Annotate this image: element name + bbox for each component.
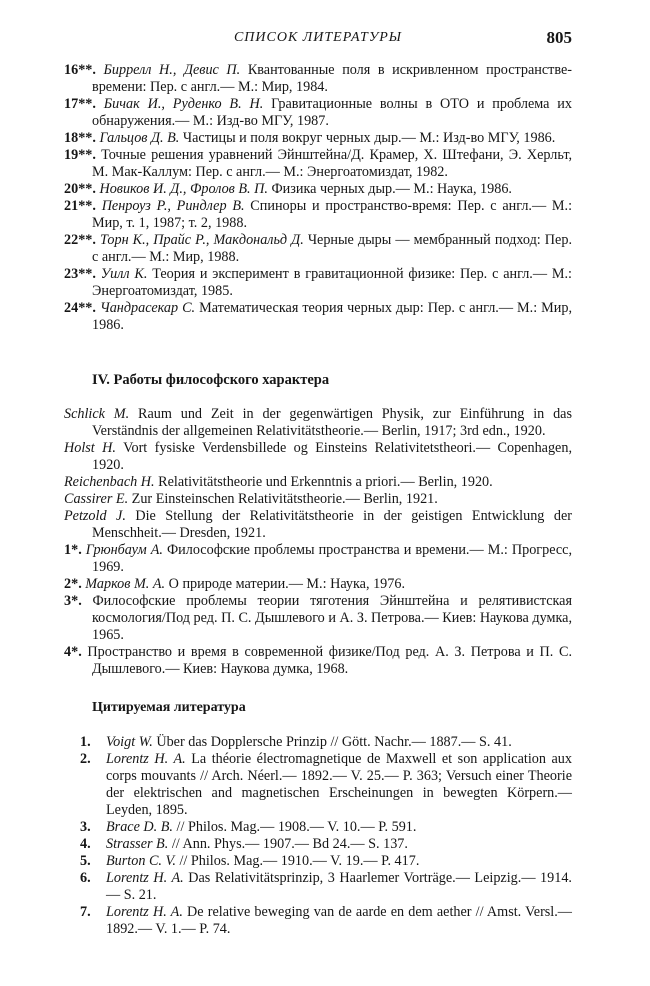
reference-author: Reichenbach H. (64, 474, 155, 490)
reference-author: Гальцов Д. В. (99, 130, 180, 146)
reference-entry (64, 198, 572, 232)
reference-entry (64, 406, 572, 440)
reference-number: 18**. (64, 130, 96, 146)
reference-entry (64, 96, 572, 130)
reference-number: 20**. (64, 181, 96, 197)
reference-number: 24**. (64, 300, 96, 316)
reference-entry (64, 147, 572, 181)
reference-author: Schlick M. (64, 406, 130, 422)
reference-author: Грюнбаум А. (85, 542, 163, 558)
reference-text: // Ann. Phys.— 1907.— Bd 24.— S. 137. (168, 836, 408, 852)
reference-author: Brace D. B. (106, 819, 173, 835)
reference-text: Черные дыры — мембранный подход: Пер. с англ.— М.: Мир, 1988. (92, 232, 572, 265)
reference-list-philosophy (64, 406, 572, 678)
reference-number: 5. (80, 853, 91, 869)
reference-entry (64, 62, 572, 96)
reference-entry (64, 904, 572, 938)
reference-list-cited (64, 734, 572, 938)
reference-entry (64, 576, 572, 593)
section-heading-philosophy: IV. Работы философского характера (92, 372, 330, 388)
reference-author: Voigt W. (106, 734, 153, 750)
reference-author: Уилл К. (100, 266, 148, 282)
reference-text: De relative beweging van de aarde en dem aether // Amst. Versl.— 1892.— V. 1.— P. 74. (106, 904, 572, 937)
reference-text: Die Stellung der Relativitätstheorie in der geistigen Entwicklung der Menschheit.— Dresden, 1921. (92, 508, 572, 541)
reference-text: Частицы и поля вокруг черных дыр.— М.: Изд-во МГУ, 1986. (179, 130, 556, 146)
reference-entry (64, 853, 572, 870)
reference-author: Holst H. (64, 440, 116, 456)
reference-entry (64, 491, 572, 508)
reference-author: Чандрасекар С. (99, 300, 196, 316)
reference-entry (64, 644, 572, 678)
reference-text: Математическая теория черных дыр: Пер. с англ.— М.: Мир, 1986. (92, 300, 572, 333)
reference-text: Гравитационные волны в ОТО и проблема их обнаружения.— М.: Изд-во МГУ, 1987. (92, 96, 572, 129)
reference-entry (64, 836, 572, 853)
reference-number: 6. (80, 870, 91, 886)
reference-text: Raum und Zeit in der gegenwärtigen Physik, zur Einführung in das Verständnis der allgemeinen Relativitätstheorie.— Berlin, 1917; 3rd edn., 1920. (92, 406, 572, 439)
reference-text: Relativitätstheorie und Erkenntnis a priori.— Berlin, 1920. (154, 474, 493, 490)
reference-entry (64, 181, 572, 198)
reference-text: Физика черных дыр.— М.: Наука, 1986. (267, 181, 512, 197)
reference-text: Философские проблемы теории тяготения Эйнштейна и релятивистская космология/Под ред. П. С. Дышлевого и А. З. Петрова.— Киев: Наукова думка, 1965. (81, 593, 572, 643)
reference-author: Strasser B. (106, 836, 169, 852)
reference-author: Бичак И., Руденко В. Н. (103, 96, 264, 112)
running-head (64, 30, 572, 50)
reference-entry (64, 734, 572, 751)
reference-text: Точные решения уравнений Эйнштейна/Д. Крамер, X. Штефани, Э. Херльт, М. Мак-Каллум: Пер. с англ.— М.: Энергоатомиздат, 1982. (92, 147, 572, 180)
reference-entry (64, 593, 572, 644)
reference-number: 2. (80, 751, 91, 767)
reference-entry (64, 130, 572, 147)
reference-author: Lorentz H. A. (106, 751, 186, 767)
reference-author: Petzold J. (64, 508, 126, 524)
reference-author: Биррелл Н., Девис П. (103, 62, 241, 78)
reference-number: 19**. (64, 147, 96, 163)
reference-text: La théorie électromagnetique de Maxwell et son application aux corps mouvants // Arch. Néerl.— 1892.— V. 25.— P. 363; Versuch einer Theorie der elektrischen and magnetischen Erscheinungen in bewegten Körpern.— Leyden, 1895. (106, 751, 572, 818)
reference-number: 21**. (64, 198, 96, 214)
reference-text: Спиноры и пространство-время: Пер. с англ.— М.: Мир, т. 1, 1987; т. 2, 1988. (92, 198, 573, 231)
reference-author: Новиков И. Д., Фролов В. П. (99, 181, 268, 197)
page-number: 805 (546, 28, 572, 47)
reference-number: 2*. (64, 576, 82, 592)
reference-text: // Philos. Mag.— 1908.— V. 10.— P. 591. (172, 819, 417, 835)
reference-entry (64, 232, 572, 266)
section-heading-cited: Цитируемая литература (92, 700, 246, 715)
reference-author: Lorentz H. A. (106, 870, 184, 886)
reference-number: 17**. (64, 96, 96, 112)
reference-author: Торн К., Прайс Р., Макдональд Д. (100, 232, 304, 248)
reference-text: Zur Einsteinschen Relativitätstheorie.— Berlin, 1921. (128, 491, 438, 507)
reference-entry (64, 440, 572, 474)
reference-entry (64, 542, 572, 576)
reference-number: 1*. (64, 542, 82, 558)
reference-author: Пенроуз Р., Риндлер В. (101, 198, 245, 214)
reference-entry (64, 300, 572, 334)
reference-number: 1. (80, 734, 91, 750)
reference-number: 3*. (64, 593, 82, 609)
reference-entry (64, 751, 572, 819)
reference-number: 22**. (64, 232, 96, 248)
reference-text: Пространство и время в современной физике/Под ред. А. З. Петрова и П. С. Дышлевого.— Киев: Наукова думка, 1968. (81, 644, 572, 677)
reference-entry (64, 474, 572, 491)
reference-text: Vort fysiske Verdensbillede og Einsteins Relativitetstheori.— Copenhagen, 1920. (92, 440, 572, 473)
reference-entry (64, 819, 572, 836)
reference-author: Cassirer E. (64, 491, 129, 507)
reference-number: 4. (80, 836, 91, 852)
reference-author: Марков М. А. (85, 576, 166, 592)
reference-text: Das Relativitätsprinzip, 3 Haarlemer Vorträge.— Leipzig.— 1914.— S. 21. (106, 870, 572, 903)
reference-number: 7. (80, 904, 91, 920)
reference-text: Квантованные поля в искривленном пространстве-времени: Пер. с англ.— М.: Мир, 1984. (92, 62, 572, 95)
reference-entry (64, 870, 572, 904)
reference-number: 3. (80, 819, 91, 835)
reference-text: Über das Dopplersche Prinzip // Gött. Nachr.— 1887.— S. 41. (152, 734, 512, 750)
running-head-title: СПИСОК ЛИТЕРАТУРЫ (233, 30, 403, 45)
reference-author: Burton C. V. (106, 853, 176, 869)
reference-number: 16**. (64, 62, 96, 78)
reference-text: Философские проблемы пространства и времени.— М.: Прогресс, 1969. (92, 542, 572, 575)
reference-number: 4*. (64, 644, 82, 660)
reference-text: // Philos. Mag.— 1910.— V. 19.— P. 417. (175, 853, 420, 869)
reference-author: Lorentz H. A. (106, 904, 183, 920)
reference-entry (64, 508, 572, 542)
reference-list-starred (64, 62, 572, 334)
reference-text: Теория и эксперимент в гравитационной физике: Пер. с англ.— М.: Энергоатомиздат, 1985. (92, 266, 572, 299)
reference-text: О природе материи.— М.: Наука, 1976. (165, 576, 405, 592)
reference-entry (64, 266, 572, 300)
reference-number: 23**. (64, 266, 96, 282)
